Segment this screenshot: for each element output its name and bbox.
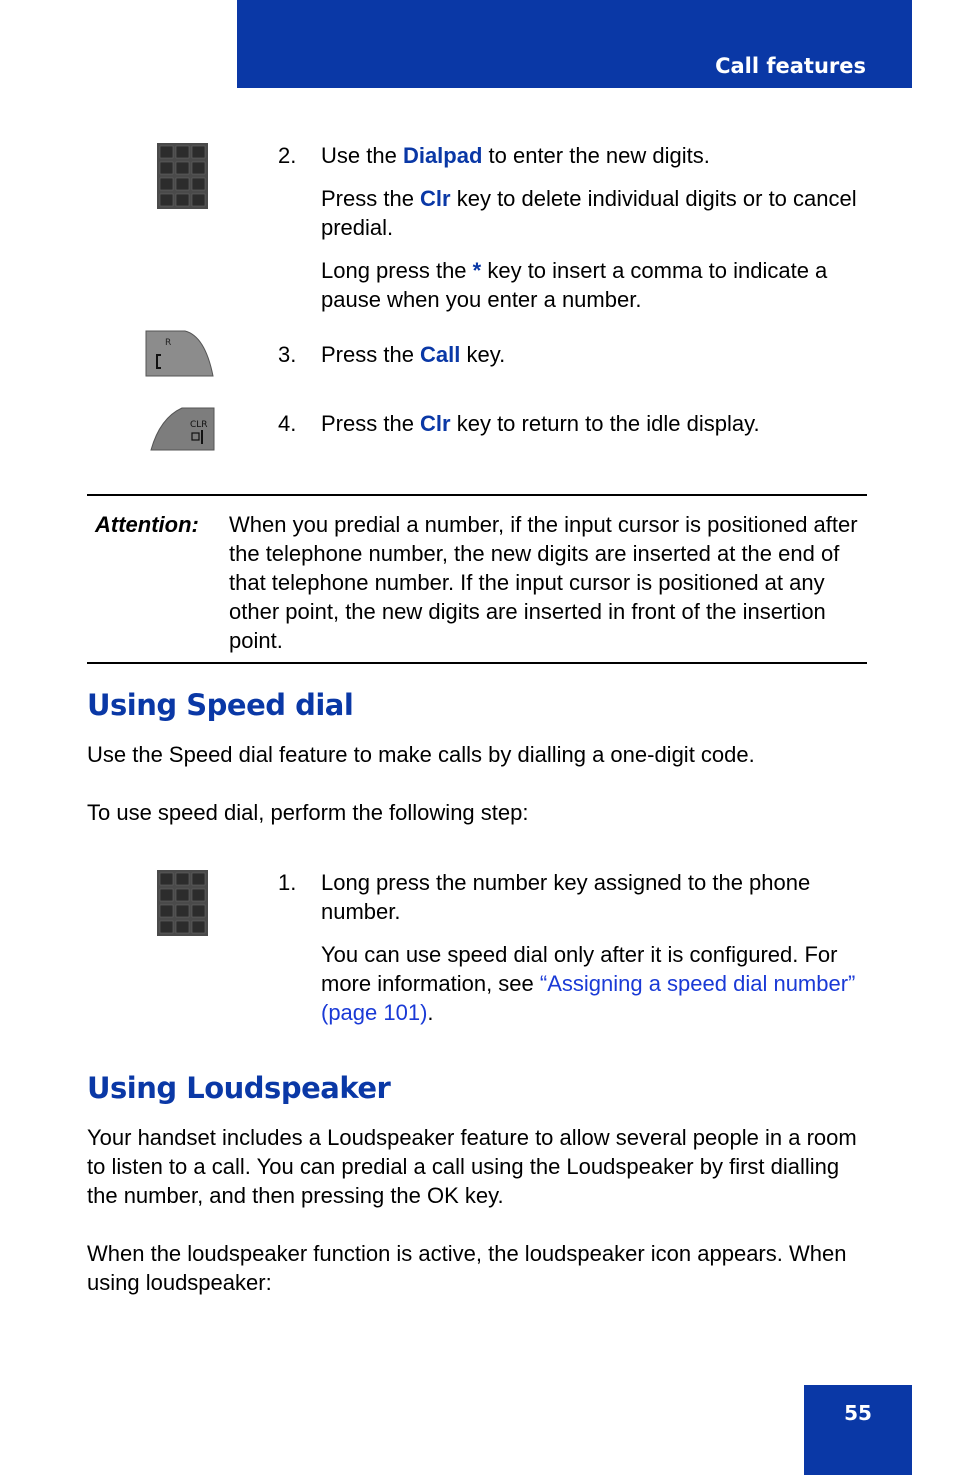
call-key-icon <box>145 330 215 378</box>
loudspeaker-para-1: Your handset includes a Loudspeaker feature to allow several people in a room to listen to a call. You can predial a call using the Loudspeaker by first dialling the number, and then pressing the OK key. <box>87 1125 857 1208</box>
key-name: Dialpad <box>402 143 483 168</box>
clr-key-label: CLR <box>190 420 208 430</box>
step-text: Use the Dialpad to enter the new digits. <box>321 143 710 168</box>
step-text: Press the Clr key to delete individual digits or to cancel predial. <box>321 186 857 240</box>
step-text: Press the Call key. <box>321 342 506 367</box>
speed-dial-step-1 <box>278 868 868 1041</box>
section-title: Call features <box>715 54 866 78</box>
step-number: 1. <box>278 870 297 895</box>
call-key-letter: R <box>165 338 172 348</box>
attention-label: Attention: <box>95 512 199 537</box>
dialpad-icon <box>157 870 208 936</box>
speed-dial-instruction: To use speed dial, perform the following step: <box>87 800 529 825</box>
step-note: You can use speed dial only after it is configured. For more information, see “Assigning a speed dial number” (page 101). <box>321 942 856 1025</box>
attention-bottom-rule <box>87 662 867 664</box>
page-number: 55 <box>844 1401 872 1425</box>
step-4 <box>278 409 868 452</box>
step-number: 2. <box>278 143 297 168</box>
dialpad-icon <box>157 143 208 209</box>
step-number: 3. <box>278 342 297 367</box>
step-3 <box>278 340 868 383</box>
key-name: Clr <box>420 411 451 436</box>
key-name: * <box>472 258 482 283</box>
loudspeaker-para-2: When the loudspeaker function is active, the loudspeaker icon appears. When using loudspeaker: <box>87 1241 847 1295</box>
speed-dial-intro: Use the Speed dial feature to make calls by dialling a one-digit code. <box>87 742 755 767</box>
key-name: Clr <box>420 186 451 211</box>
clr-key-icon <box>150 406 216 452</box>
step-2 <box>278 141 868 328</box>
step-text: Long press the number key assigned to the phone number. <box>321 870 811 924</box>
speed-dial-reference-link[interactable]: “Assigning a speed dial number” (page 101) <box>321 971 856 1025</box>
heading-speed-dial: Using Speed dial <box>87 688 354 722</box>
step-text: Press the Clr key to return to the idle display. <box>321 411 760 436</box>
key-name: Call <box>420 342 461 367</box>
heading-loudspeaker: Using Loudspeaker <box>87 1071 391 1105</box>
header-bar <box>237 0 912 88</box>
attention-text: When you predial a number, if the input cursor is positioned after the telephone number, the new digits are inserted at the end of that telephone number. If the input cursor is positioned at any other point, the new digits are inserted in front of the insertion point. <box>229 512 858 653</box>
page-number-box <box>804 1385 912 1475</box>
step-text: Long press the * key to insert a comma to indicate a pause when you enter a number. <box>321 258 828 312</box>
step-number: 4. <box>278 411 297 436</box>
attention-top-rule <box>87 494 867 496</box>
